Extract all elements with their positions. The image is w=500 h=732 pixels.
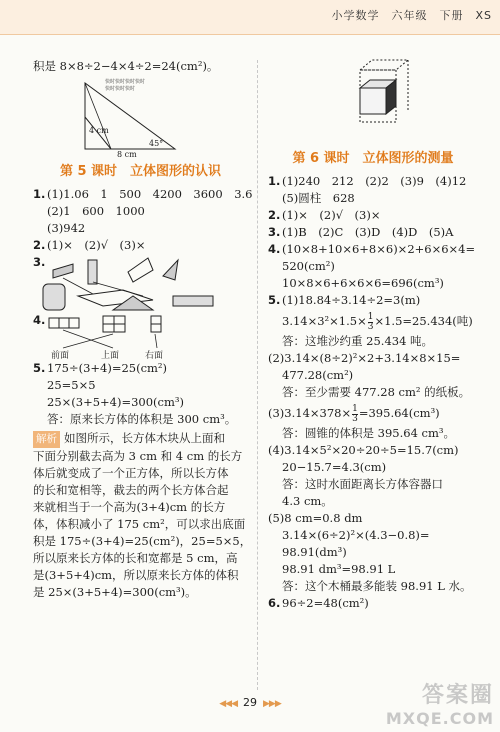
analysis-line: 体，体积减小了 175 cm²，可以求出底面 xyxy=(33,517,246,531)
r-q4-num: 4. xyxy=(268,242,281,256)
r-q5-line5: 477.28(cm²) xyxy=(282,368,354,382)
q1-line3: (3)942 xyxy=(47,221,86,235)
next-arrows-icon: ▶▶▶ xyxy=(263,699,281,709)
analysis-first: 如图所示，长方体木块从上面和 xyxy=(64,431,225,445)
tri-label-top: 快时快时快时快时 xyxy=(105,79,146,85)
analysis-line: 所以原来长方体的长和宽都是 5 cm，高 xyxy=(33,551,238,565)
analysis-line: 下面分别截去高为 3 cm 和 4 cm 的长方 xyxy=(33,449,243,463)
q5-answer: 答：原来长方体的体积是 300 cm³。 xyxy=(47,412,237,426)
r-q1-num: 1. xyxy=(268,174,281,188)
watermark xyxy=(386,678,494,728)
r-q2-num: 2. xyxy=(268,208,281,222)
r-q5-line3: 答：这堆沙约重 25.434 吨。 xyxy=(282,334,434,348)
tri-label-angle: 45° xyxy=(149,139,164,148)
right-column xyxy=(268,48,478,612)
r-q5-num: 5. xyxy=(268,293,281,307)
r-q5-line7a: (3)3.14×378× xyxy=(268,406,352,420)
r-q5-line15: 98.91(dm³) xyxy=(282,545,347,559)
r-q6-text: 96÷2=48(cm²) xyxy=(282,596,369,610)
cube-figure xyxy=(268,48,478,144)
r-q6-num: 6. xyxy=(268,596,281,610)
section-title-5: 第 5 课时 立体图形的认识 xyxy=(59,164,222,179)
q5-num: 5. xyxy=(33,361,46,375)
q1-num: 1. xyxy=(33,187,46,201)
q3-num: 3. xyxy=(33,255,46,269)
q4-num: 4. xyxy=(33,313,46,327)
watermark-line2: MXQE.COM xyxy=(385,709,494,728)
prev-arrows-icon: ◀◀◀ xyxy=(219,699,237,709)
r-q5-line12: 4.3 cm。 xyxy=(282,494,333,508)
tri-label-base: 8 cm xyxy=(117,150,137,157)
r-q5-line2b: ×1.5=25.434(吨) xyxy=(374,314,473,328)
fraction-one-third: $\frac{1}{3}$ xyxy=(367,311,374,332)
r-q5-line4: (2)3.14×(8÷2)²×2+3.14×8×15= xyxy=(268,351,461,365)
analysis-line: 的长和宽相等，截去的两个长方体合起 xyxy=(33,483,229,497)
q1-line1: (1)1.06 1 500 4200 3600 3.6 xyxy=(47,187,253,201)
header-tag: 小学数学 六年级 下册 XS xyxy=(331,9,492,22)
r-q5-line9: (4)3.14×5²×20÷20÷5=15.7(cm) xyxy=(268,443,459,457)
r-q5-line8: 答：圆锥的体积是 395.64 cm³。 xyxy=(282,426,456,440)
q1-line2: (2)1 600 1000 xyxy=(47,204,145,218)
watermark-line1: 答案圈 xyxy=(421,683,494,708)
tri-label-top2: 快时快时快时 xyxy=(105,86,136,92)
analysis-line: 积是 175÷(3+4)=25(cm²)，25=5×5， xyxy=(33,534,252,548)
r-q5-line7b: =395.64(cm³) xyxy=(358,406,440,420)
r-q5-line16: 98.91 dm³=98.91 L xyxy=(282,562,396,576)
section-title-6: 第 6 课时 立体图形的测量 xyxy=(292,151,454,166)
r-q3-text: (1)B (2)C (3)D (4)D (5)A xyxy=(282,225,454,239)
tri-label-side: 4 cm xyxy=(89,126,109,135)
r-q3-num: 3. xyxy=(268,225,281,239)
r-q1-line1: (1)240 212 (2)2 (3)9 (4)12 xyxy=(282,174,467,188)
q5-line2: 25=5×5 xyxy=(47,378,96,392)
triangle-figure xyxy=(33,75,183,157)
r-q1-line2: (5)圆柱 628 xyxy=(282,191,355,205)
r-q4-line3: 10×8×6+6×6×6=696(cm³) xyxy=(282,276,444,290)
r-q4-line2: 520(cm²) xyxy=(282,259,335,273)
q2-num: 2. xyxy=(33,238,46,252)
r-q5-line2a: 3.14×3²×1.5× xyxy=(282,314,367,328)
view-label-front: 前面 xyxy=(51,351,70,360)
analysis-line: 是 25×(3+5+4)=300(cm³)。 xyxy=(33,585,197,599)
r-q5-line13: (5)8 cm=0.8 dm xyxy=(268,511,363,525)
q2-text: (1)× (2)√ (3)× xyxy=(47,238,146,252)
r-q5-line11: 答：这时水面距离长方体容器口 xyxy=(282,477,443,491)
r-q5-line7 xyxy=(268,401,478,425)
page-number: 29 xyxy=(243,696,257,709)
analysis-tag: 解析 xyxy=(33,431,60,448)
fraction-one-third-2: $\frac{1}{3}$ xyxy=(352,403,358,424)
r-q5-line2 xyxy=(268,309,478,333)
q5-line1: 175÷(3+4)=25(cm²) xyxy=(47,361,168,375)
q5-line3: 25×(3+5+4)=300(cm³) xyxy=(47,395,184,409)
r-q4-line1: (10×8+10×6+8×6)×2+6×6×4= xyxy=(282,242,476,256)
header-bar xyxy=(0,0,500,35)
r-q5-line6: 答：至少需要 477.28 cm² 的纸板。 xyxy=(282,385,471,399)
r-q5-line1: (1)18.84÷3.14÷2=3(m) xyxy=(282,293,421,307)
column-divider xyxy=(257,60,258,690)
r-q2-text: (1)× (2)√ (3)× xyxy=(282,208,381,222)
analysis-line: 来就相当于一个高为(3+4)cm 的长方 xyxy=(33,500,226,514)
analysis-line: 体后就变成了一个正方体，所以长方体 xyxy=(33,466,229,480)
r-q5-line14: 3.14×(6÷2)²×(4.3−0.8)= xyxy=(282,528,430,542)
left-column xyxy=(33,58,253,601)
solids-matching-figure xyxy=(33,256,223,312)
views-matching-figure xyxy=(33,314,213,360)
intro-line: 积是 8×8÷2−4×4÷2=24(cm²)。 xyxy=(33,59,219,73)
analysis-line: 是(3+5+4)cm，所以原来长方体的体积 xyxy=(33,568,239,582)
r-q5-line10: 20−15.7=4.3(cm) xyxy=(282,460,387,474)
r-q5-line17: 答：这个木桶最多能装 98.91 L 水。 xyxy=(282,579,472,593)
view-label-right: 右面 xyxy=(145,351,164,360)
view-label-top: 上面 xyxy=(101,351,120,360)
